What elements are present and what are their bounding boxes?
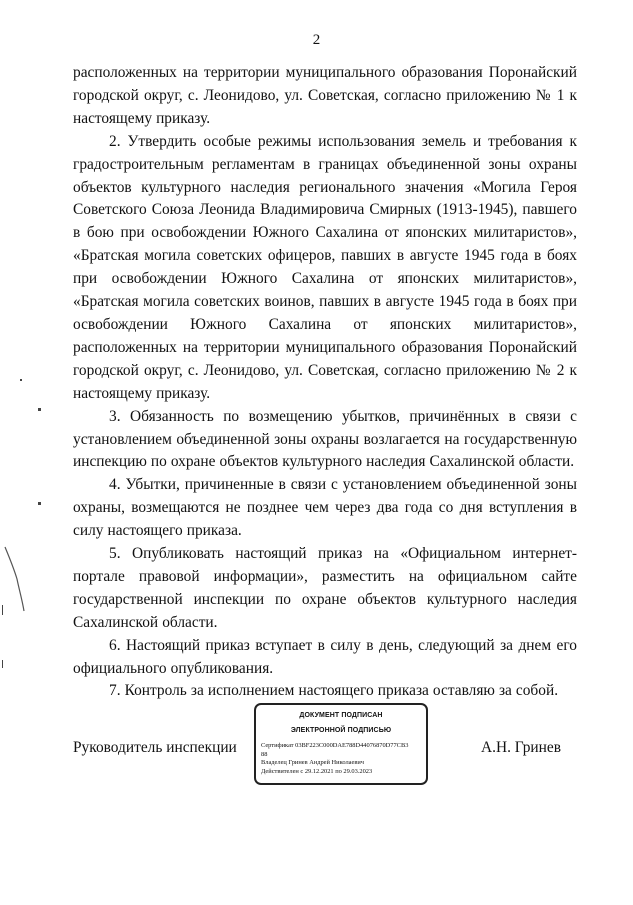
stamp-certificate-tail: 88 (261, 750, 268, 758)
paragraph-item-4: 4. Убытки, причиненные в связи с установлением объединенной зоны охраны, возмещаются не позднее чем через два года со дня вступления в силу настоящего приказа. (73, 476, 577, 540)
stamp-validity: Действителен с 29.12.2021 по 29.03.2023 (261, 767, 373, 775)
scan-dot (38, 502, 41, 505)
scan-tick (2, 660, 3, 668)
paragraph-item-7: 7. Контроль за исполнением настоящего приказа оставляю за собой. (109, 682, 559, 700)
signer-title: Руководитель инспекции (73, 739, 237, 756)
paragraph-item-6: 6. Настоящий приказ вступает в силу в день, следующий за днем его официального опубликования. (73, 636, 577, 677)
stamp-header-line-1: ДОКУМЕНТ ПОДПИСАН (299, 712, 383, 719)
stamp-certificate: Сертификат 03BF223C000DAE788D44076870D77CB3 (261, 742, 409, 749)
stamp-header-line-2: ЭЛЕКТРОННОЙ ПОДПИСЬЮ (290, 727, 392, 734)
scan-dot (20, 379, 22, 381)
scan-dot (38, 408, 41, 411)
scan-stroke (0, 545, 30, 615)
page-number: 2 (312, 32, 321, 48)
document-body (73, 62, 577, 703)
paragraph-continuation: расположенных на территории муниципального образования Поронайский городской округ, с. Леонидово, ул. Советская, согласно приложению № 1 к настоящему приказу. (73, 64, 577, 127)
stamp-owner: Владелец Гринев Андрей Николаевич (261, 759, 364, 766)
paragraph-item-3: 3. Обязанность по возмещению убытков, причинённых в связи с установлением объединенной зоны охраны возлагается на государственную инспекцию по охране объектов культурного наследия Сахалинской области. (73, 407, 577, 471)
scan-tick (2, 605, 3, 615)
paragraph-item-2: 2. Утвердить особые режимы использования земель и требования к градостроительным регламентам в границах объединенной зоны охраны объектов культурного наследия регионального значения «Могила Героя Советского Союза Леонида Владимировича Смирных (1913-1945), павшего в бою при освобождении Южного Сахалина от японских милитаристов», «Братская могила советских офицеров, павших в августе 1945 года в боях при освобождении Южного Сахалина от японских милитаристов», «Братская могила советских воинов, павших в августе 1945 года в боях при освобождении Южного Сахалина от японских милитаристов», расположенных на территории муниципального образования Поронайский городской округ, с. Леонидово, ул. Советская, согласно приложению № 2 к настоящему приказу. (73, 132, 577, 402)
signer-name: А.Н. Гринев (481, 739, 561, 756)
paragraph-item-5: 5. Опубликовать настоящий приказ на «Официальном интернет-портале правовой информации», разместить на официальном сайте государственной инспекции по охране объектов культурного наследия Сахалинской области. (73, 545, 577, 631)
electronic-signature-stamp (254, 703, 428, 785)
